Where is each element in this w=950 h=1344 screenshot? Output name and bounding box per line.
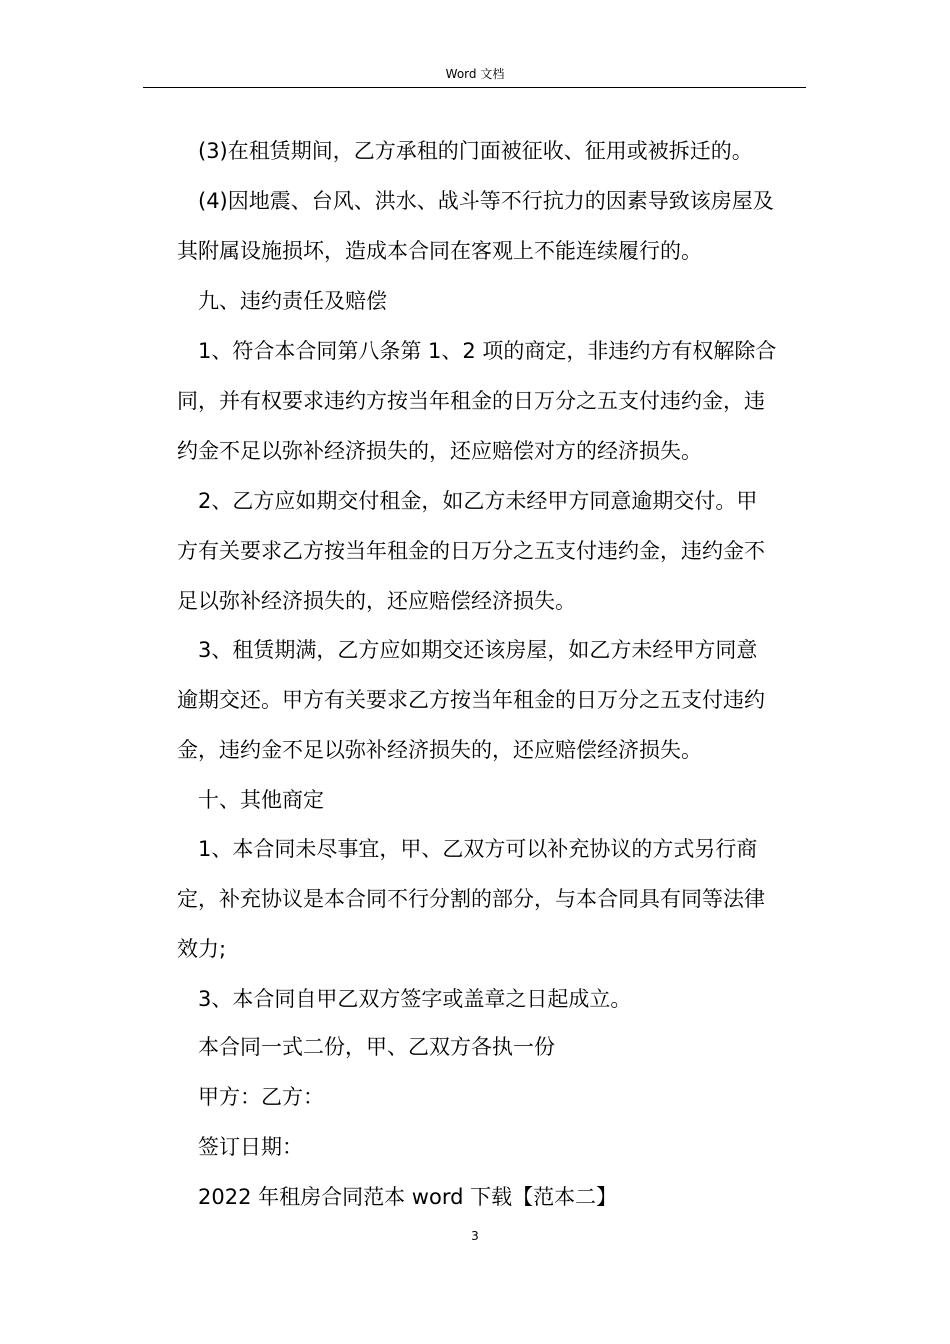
text-line: 约金不足以弥补经济损失的，还应赔偿对方的经济损失。 <box>177 439 702 463</box>
section-heading: 十、其他商定 <box>198 788 324 812</box>
text-line: (3)在租赁期间，乙方承租的门面被征收、征用或被拆迁的。 <box>198 139 753 163</box>
text-line: 同，并有权要求违约方按当年租金的日万分之五支付违约金，违 <box>177 389 765 413</box>
page-header: Word 文档 <box>445 67 505 81</box>
document-subtitle: 2022 年租房合同范本 word 下载【范本二】 <box>198 1185 618 1209</box>
text-line: 3、本合同自甲乙双方签字或盖章之日起成立。 <box>198 987 632 1011</box>
text-line: 本合同一式二份，甲、乙双方各执一份 <box>198 1035 555 1059</box>
text-line: 定，补充协议是本合同不行分割的部分，与本合同具有同等法律 <box>177 887 765 911</box>
text-line: 1、符合本合同第八条第 1、2 项的商定，非违约方有权解除合 <box>198 339 777 363</box>
signature-line: 甲方：乙方： <box>198 1085 324 1109</box>
date-line: 签订日期： <box>198 1135 303 1159</box>
text-line: 逾期交还。甲方有关要求乙方按当年租金的日万分之五支付违约 <box>177 688 765 712</box>
page-number: 3 <box>471 1229 479 1243</box>
text-line: (4)因地震、台风、洪水、战斗等不行抗力的因素导致该房屋及 <box>198 189 774 213</box>
text-line: 金，违约金不足以弥补经济损失的，还应赔偿经济损失。 <box>177 738 702 762</box>
text-line: 方有关要求乙方按当年租金的日万分之五支付违约金，违约金不 <box>177 539 765 563</box>
text-line: 2、乙方应如期交付租金，如乙方未经甲方同意逾期交付。甲 <box>198 489 758 513</box>
text-line: 其附属设施损坏，造成本合同在客观上不能连续履行的。 <box>177 239 702 263</box>
text-line: 1、本合同未尽事宜，甲、乙双方可以补充协议的方式另行商 <box>198 837 758 861</box>
section-heading: 九、违约责任及赔偿 <box>198 289 387 313</box>
text-line: 效力; <box>177 937 227 961</box>
text-line: 3、租赁期满，乙方应如期交还该房屋，如乙方未经甲方同意 <box>198 638 758 662</box>
text-line: 足以弥补经济损失的，还应赔偿经济损失。 <box>177 589 576 613</box>
header-divider <box>143 87 806 88</box>
